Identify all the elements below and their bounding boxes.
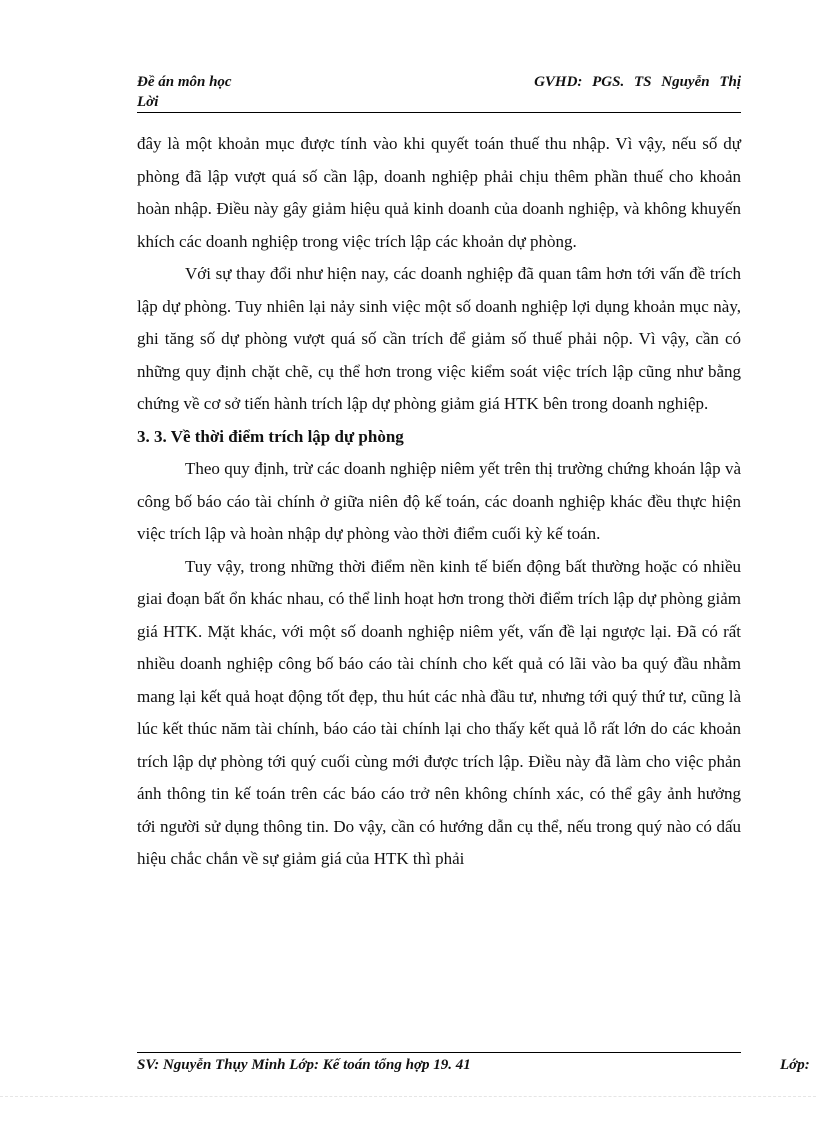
paragraph: Theo quy định, trừ các doanh nghiệp niêm yết trên thị trường chứng khoán lập và công bố báo cáo tài chính ở giữa niên độ kế toán, các doanh nghiệp khác đều thực hiện việc trích lập và hoàn nhập dự phòng vào thời điểm cuối kỳ kế toán. — [137, 459, 741, 543]
paragraph-continued: đây là một khoản mục được tính vào khi quyết toán thuế thu nhập. Vì vậy, nếu số dự phòng đã lập vượt quá số cần lập, doanh nghiệp phải chịu thêm phần thuế cho khoản hoàn nhập. Điều này gây giảm hiệu quả kinh doanh của doanh nghiệp, và không khuyến khích các doanh nghiệp trong việc trích lập các khoản dự phòng. — [137, 134, 741, 251]
page-header — [137, 72, 741, 113]
document-body — [137, 128, 741, 876]
header-left — [137, 72, 232, 112]
paragraph: Với sự thay đổi như hiện nay, các doanh nghiệp đã quan tâm hơn tới vấn đề trích lập dự phòng. Tuy nhiên lại nảy sinh việc một số doanh nghiệp lợi dụng khoản mục này, ghi tăng số dự phòng vượt quá số cần trích để giảm số thuế phải nộp. Vì vậy, cần có những quy định chặt chẽ, cụ thể hơn trong việc kiểm soát việc trích lập cũng như bằng chứng về cơ sở tiến hành trích lập dự phòng giảm giá HTK bên trong doanh nghiệp. — [137, 264, 741, 413]
footer-class-label: Lớp: — [780, 1057, 810, 1073]
section-heading: 3. 3. Về thời điểm trích lập dự phòng — [137, 426, 404, 446]
page-edge-divider — [0, 1096, 816, 1097]
footer-divider — [137, 1052, 741, 1053]
header-course-title: Đề án môn học — [137, 74, 232, 90]
footer-student: SV: Nguyễn Thụy Minh Lớp: Kế toán tổng hợp 19. 41 — [137, 1057, 471, 1073]
header-supervisor: GVHD: PGS. TS Nguyễn Thị — [534, 74, 741, 90]
header-course-title-cont: Lời — [137, 94, 159, 110]
paragraph: Tuy vậy, trong những thời điểm nền kinh tế biến động bất thường hoặc có nhiều giai đoạn bất ổn khác nhau, có thể linh hoạt hơn trong thời điểm trích lập dự phòng giảm giá HTK. Mặt khác, với một số doanh nghiệp niêm yết, vấn đề lại ngược lại. Đã có rất nhiều doanh nghiệp công bố báo cáo tài chính cho kết quả có lãi vào ba quý đầu nhằm mang lại kết quả hoạt động tốt đẹp, thu hút các nhà đầu tư, nhưng tới quý thứ tư, cũng là lúc kết thúc năm tài chính, báo cáo tài chính lại cho thấy kết quả lỗ rất lớn do các khoản trích lập dự phòng tới quý cuối cùng mới được trích lập. Điều này đã làm cho việc phản ánh thông tin kế toán trên các báo cáo trở nên không chính xác, có thể gây ảnh hưởng tới người sử dụng thông tin. Do vậy, cần có hướng dẫn cụ thể, nếu trong quý nào có dấu hiệu chắc chắn về sự giảm giá của HTK thì phải — [137, 556, 741, 868]
